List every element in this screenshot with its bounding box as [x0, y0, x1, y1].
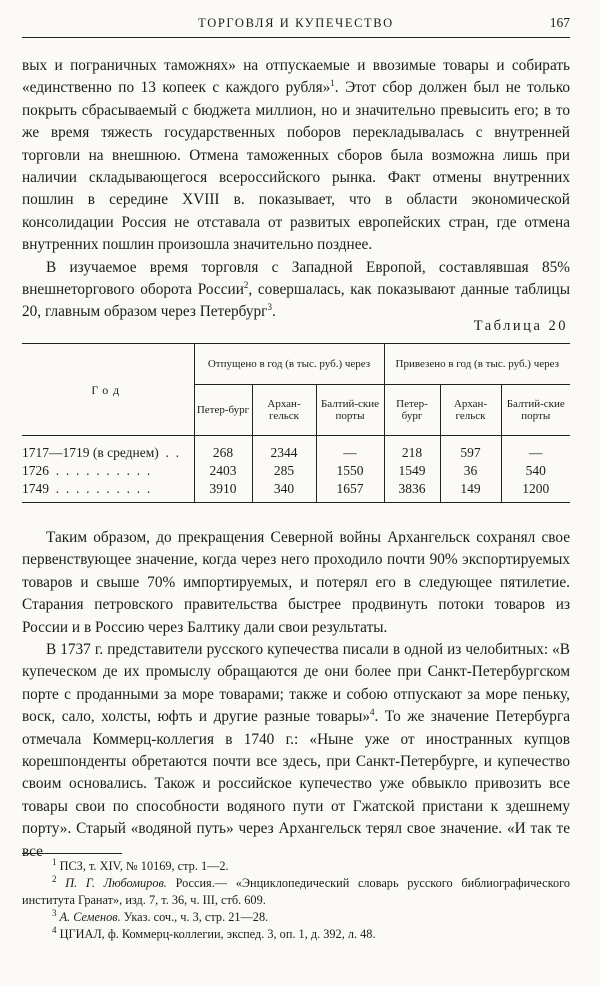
table-cell: 1549	[384, 462, 440, 480]
body-text-top	[22, 55, 570, 324]
table-cell: 268	[194, 436, 252, 463]
table-cell: 285	[252, 462, 316, 480]
footnote-1: $^1$ ПСЗ, т. XIV, № 10169, стр. 1—2.	[52, 856, 229, 873]
table-cell: 340	[252, 480, 316, 503]
year-header: Год	[22, 344, 194, 436]
paragraph-4: В 1737 г. представители русского купечества писали в одной из челобитных: «В купеческом де их промыслу обращаются де они более при Санкт-Петербургском порте с проданными за море товарами; также и собою отпускают за море пеньку, воск, сало, холсты, юфть и другие разные товары»$^4$. То же значение Петербурга отмечала Коммерц-коллегия в 1740 г.: «Ныне уже от иностранных купцов корешпонденты обретаются почти все здесь, при Санкт-Петербурге, и купечество своим основались. Також и российское купечество уже обвыкло привозить все товары свои по способности водяного пути от Гжатской пристани к здешнему порту». Старый «водяной путь» через Архангельск терял свое значение. «И так те все	[22, 641, 570, 860]
paragraph-3: Таким образом, до прекращения Северной войны Архангельск сохранял свое первенствующее значение, когда через него проходило почти 90% экспортируемых товаров и свыше 70% импортируемых, и потерял его в следующее пятилетие. Старания петровского правительства быстрее продвинуть потоки товаров из России и в Россию через Балтику дали свои результаты.	[22, 529, 570, 636]
table-cell: 540	[501, 462, 570, 480]
footnote-2: $^2$ П. Г. Любомиров. Россия.— «Энциклопедический словарь русского библиографического института Гранат», изд. 7, т. 36, ч. III, стб. 609.	[22, 873, 570, 907]
footnote-ref-2: 2	[243, 279, 249, 290]
table-cell: 2403	[194, 462, 252, 480]
col-import-arkhangelsk: Архан-гельск	[440, 385, 501, 436]
import-group-header: Привезено в год (в тыс. руб.) через	[384, 344, 570, 385]
table-cell: —	[501, 436, 570, 463]
col-export-petersburg: Петер-бург	[194, 385, 252, 436]
row-label: 1726 . . . . . . . . . .	[22, 463, 151, 478]
col-import-baltic: Балтий-ские порты	[501, 385, 570, 436]
paragraph-2: В изучаемое время торговля с Западной Европой, составлявшая 85% внешнеторгового оборота России$^2$, совершалась, как показывают данные таблицы 20, главным образом через Петербург$^3$.	[22, 258, 570, 321]
footnote-ref-3: 3	[267, 302, 272, 313]
col-export-baltic: Балтий-ские порты	[316, 385, 384, 436]
col-export-arkhangelsk: Архан-гельск	[252, 385, 316, 436]
running-header	[22, 13, 570, 38]
table-row	[22, 462, 570, 480]
table-cell: 3910	[194, 480, 252, 503]
col-import-petersburg: Петер-бург	[384, 385, 440, 436]
table-cell: 3836	[384, 480, 440, 503]
table-row	[22, 480, 570, 503]
table-cell: 597	[440, 436, 501, 463]
footnote-ref-4: 4	[370, 707, 375, 718]
table-cell: 149	[440, 480, 501, 503]
footnote-4: $^4$ ЦГИАЛ, ф. Коммерц-коллегии, экспед. 3, оп. 1, д. 392, л. 48.	[52, 924, 376, 941]
table-cell: —	[316, 436, 384, 463]
footnote-divider	[22, 853, 122, 854]
table-cell: 1200	[501, 480, 570, 503]
export-group-header: Отпущено в год (в тыс. руб.) через	[194, 344, 384, 385]
paragraph-1: вых и пограничных таможнях» на отпускаемые и ввозимые товары и собирать «единственно по 13 копеек с каждого рубля»$^1$. Этот сбор должен был не только покрыть сбрасываемый с бюджета миллион, но и значительно превысить его; в то же время тяжесть государственных поборов перекладывалась с внутренней торговли на внешнюю. Отмена таможенных сборов была возможна лишь при наличии складывающегося всероссийского рынка. Факт отмены внутренних пошлин в середине XVIII в. показывает, что в области экономической консолидации Россия не отставала от развитых европейских стран, где отмена внутренних пошлин произошла значительно позднее.	[22, 57, 570, 254]
table-cell: 1550	[316, 462, 384, 480]
footnote-3: $^3$ А. Семенов. Указ. соч., ч. 3, стр. 21—28.	[52, 907, 269, 924]
table-row	[22, 436, 570, 463]
footnote-ref-1: 1	[330, 78, 335, 89]
table-cell: 218	[384, 436, 440, 463]
running-title: ТОРГОВЛЯ И КУПЕЧЕСТВО	[198, 16, 394, 30]
body-text-bottom	[22, 527, 570, 863]
table-header-row-1	[22, 344, 570, 385]
row-label: 1717—1719 (в среднем) . .	[22, 445, 180, 460]
table-caption: Таблица 20	[473, 318, 568, 334]
table-cell: 1657	[316, 480, 384, 503]
footnotes	[22, 858, 570, 943]
table-cell: 36	[440, 462, 501, 480]
page-number: 167	[549, 15, 570, 30]
table-cell: 2344	[252, 436, 316, 463]
row-label: 1749 . . . . . . . . . .	[22, 480, 194, 503]
trade-table	[22, 343, 570, 503]
